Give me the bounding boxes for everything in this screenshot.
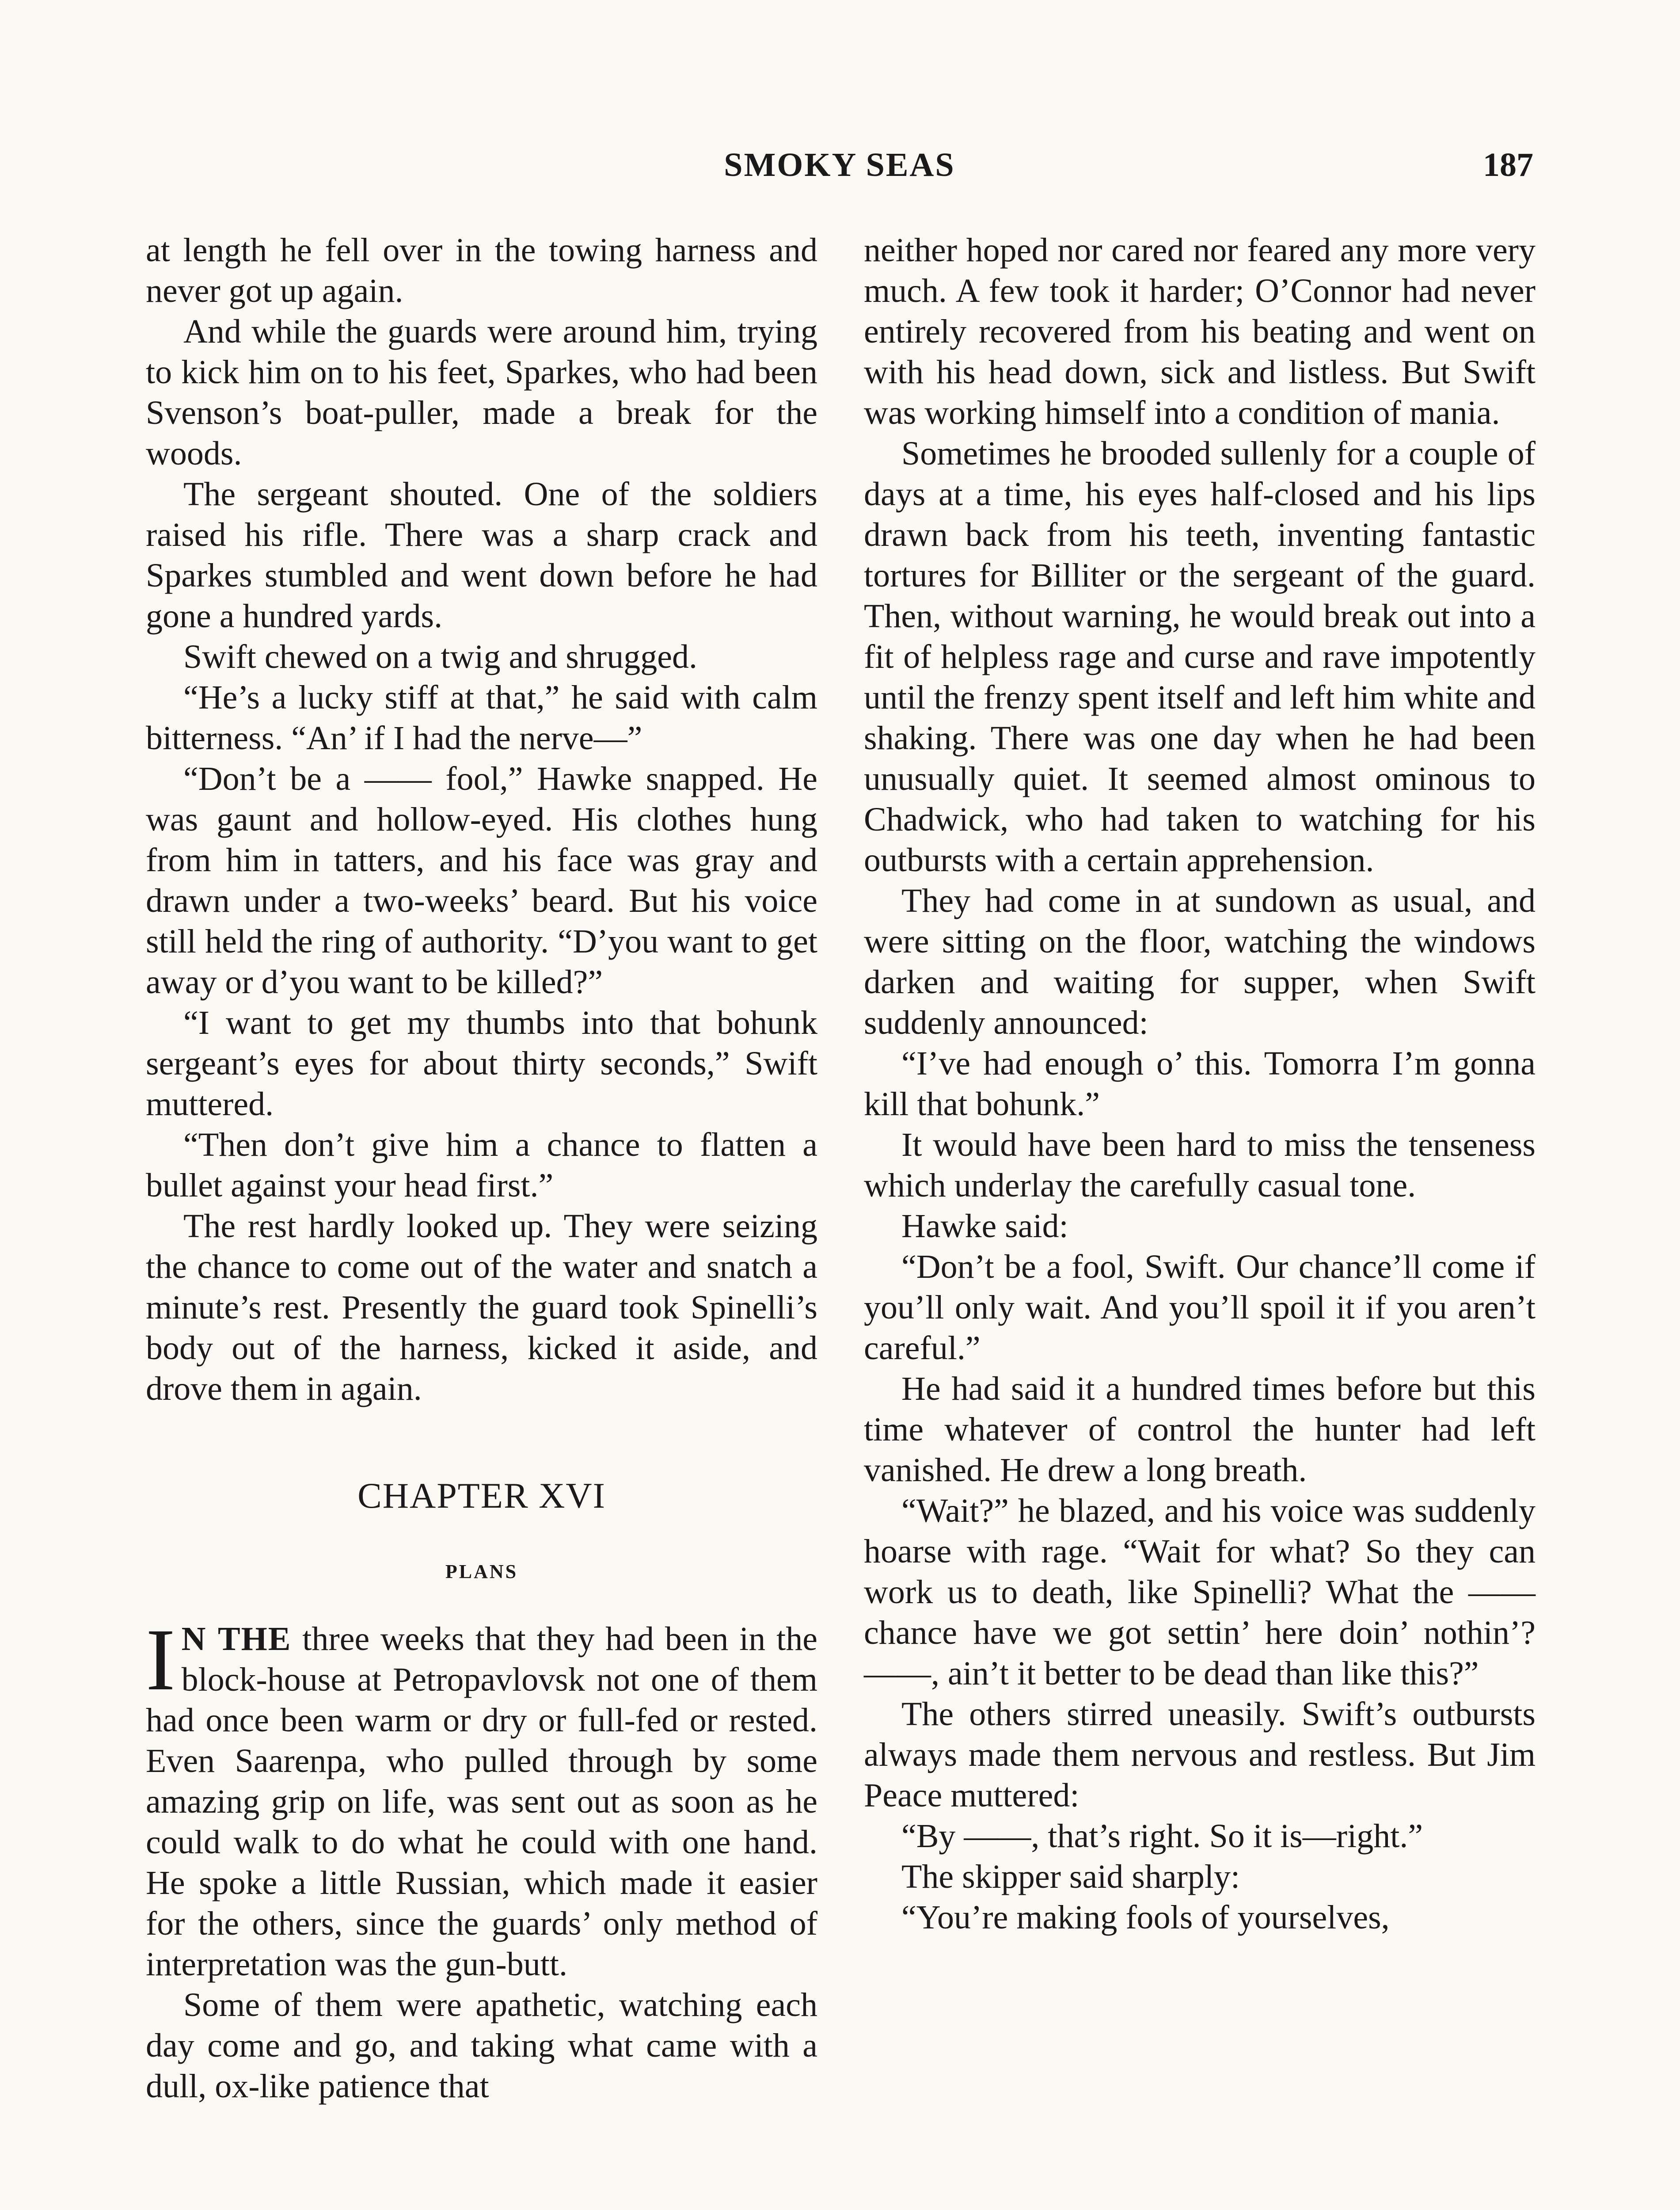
paragraph: “I want to get my thumbs into that bohunk sergeant’s eyes for about thirty seconds,” Swift muttered. bbox=[146, 1004, 817, 1123]
paragraph: It would have been hard to miss the tenseness which underlay the carefully casual tone. bbox=[864, 1126, 1536, 1204]
paragraph: The sergeant shouted. One of the soldiers raised his rifle. There was a sharp crack and Sparkes stumbled and went down before he had gone a hundred yards. bbox=[146, 476, 817, 635]
paragraph: “You’re making fools of yourselves, bbox=[901, 1899, 1390, 1936]
paragraph: The rest hardly looked up. They were seizing the chance to come out of the water and snatch a minute’s rest. Presently the guard took Spinelli’s body out of the harness, kicked it aside, and drove them in again. bbox=[146, 1208, 817, 1407]
running-head bbox=[146, 146, 1533, 194]
running-title: SMOKY SEAS bbox=[724, 146, 955, 183]
paragraph: He had said it a hundred times before but this time whatever of control the hunter had left vanished. He drew a long breath. bbox=[864, 1370, 1536, 1489]
paragraph: at length he fell over in the towing harness and never got up again. bbox=[146, 232, 817, 309]
paragraph: And while the guards were around him, trying to kick him on to his feet, Sparkes, who had been Svenson’s boat-puller, made a break for the woods. bbox=[146, 313, 817, 472]
paragraph: neither hoped nor cared nor feared any more very much. A few took it harder; O’Connor had never entirely recovered from his beating and went on with his head down, sick and listless. But Swift was working himself into a condition of mania. bbox=[864, 232, 1536, 431]
left-column bbox=[146, 230, 817, 2107]
paragraph: “Don’t be a fool, Swift. Our chance’ll come if you’ll only wait. And you’ll spoil it if you aren’t careful.” bbox=[864, 1248, 1536, 1367]
paragraph: Hawke said: bbox=[901, 1208, 1068, 1245]
paragraph: “I’ve had enough o’ this. Tomorra I’m gonna kill that bohunk.” bbox=[864, 1045, 1536, 1123]
paragraph: “He’s a lucky stiff at that,” he said with calm bitterness. “An’ if I had the nerve—” bbox=[146, 679, 817, 757]
chapter-opening-paragraph bbox=[146, 1611, 817, 1985]
paragraph: Some of them were apathetic, watching each day come and go, and taking what came with a dull, ox-like patience that bbox=[146, 1986, 817, 2105]
paragraph: The skipper said sharply: bbox=[901, 1858, 1240, 1895]
opening-text: three weeks that they had been in the block-house at Petropavlovsk not one of them had once been warm or dry or full-fed or rested. Even Saarenpa, who pulled through by some amazing grip on life, was sent out as soon as he could walk to do what he could with one hand. He spoke a little Russian, which made it easier for the others, since the guards’ only method of interpretation was the gun-butt. bbox=[146, 1620, 817, 1983]
chapter-subtitle: PLANS bbox=[445, 1561, 518, 1582]
lead-words: N THE bbox=[181, 1620, 292, 1658]
paragraph: Swift chewed on a twig and shrugged. bbox=[183, 638, 697, 675]
chapter-heading: CHAPTER XVI bbox=[357, 1475, 606, 1516]
paragraph: “Don’t be a —— fool,” Hawke snapped. He was gaunt and hollow-eyed. His clothes hung from him in tatters, and his face was gray and drawn under a two-weeks’ beard. But his voice still held the ring of authority. “D’you want to get away or d’you want to be killed?” bbox=[146, 760, 817, 1001]
paragraph: Sometimes he brooded sullenly for a couple of days at a time, his eyes half-closed and his lips drawn back from his teeth, inventing fantastic tortures for Billiter or the sergeant of the guard. Then, without warning, he would break out into a fit of helpless rage and curse and rave impotently until the frenzy spent itself and left him white and shaking. There was one day when he had been unusually quiet. It seemed almost ominous to Chadwick, who had taken to watching for his outbursts with a certain apprehension. bbox=[864, 435, 1536, 879]
chapter-heading-block bbox=[146, 1475, 817, 1592]
paragraph: “Wait?” he blazed, and his voice was suddenly hoarse with rage. “Wait for what? So they can work us to death, like Spinelli? What the —— chance have we got settin’ here doin’ nothin’? ——, ain’t it better to be dead than like this?” bbox=[864, 1492, 1536, 1692]
paragraph: “Then don’t give him a chance to flatten a bullet against your head first.” bbox=[146, 1126, 817, 1204]
paragraph: “By ——, that’s right. So it is—right.” bbox=[901, 1818, 1423, 1855]
paragraph: The others stirred uneasily. Swift’s outbursts always made them nervous and restless. But Jim Peace muttered: bbox=[864, 1696, 1536, 1814]
drop-cap: I bbox=[146, 1611, 175, 1709]
page-number: 187 bbox=[1483, 146, 1533, 183]
right-column bbox=[864, 230, 1536, 1938]
paragraph: They had come in at sundown as usual, and were sitting on the floor, watching the windows darken and waiting for supper, when Swift suddenly announced: bbox=[864, 882, 1536, 1041]
